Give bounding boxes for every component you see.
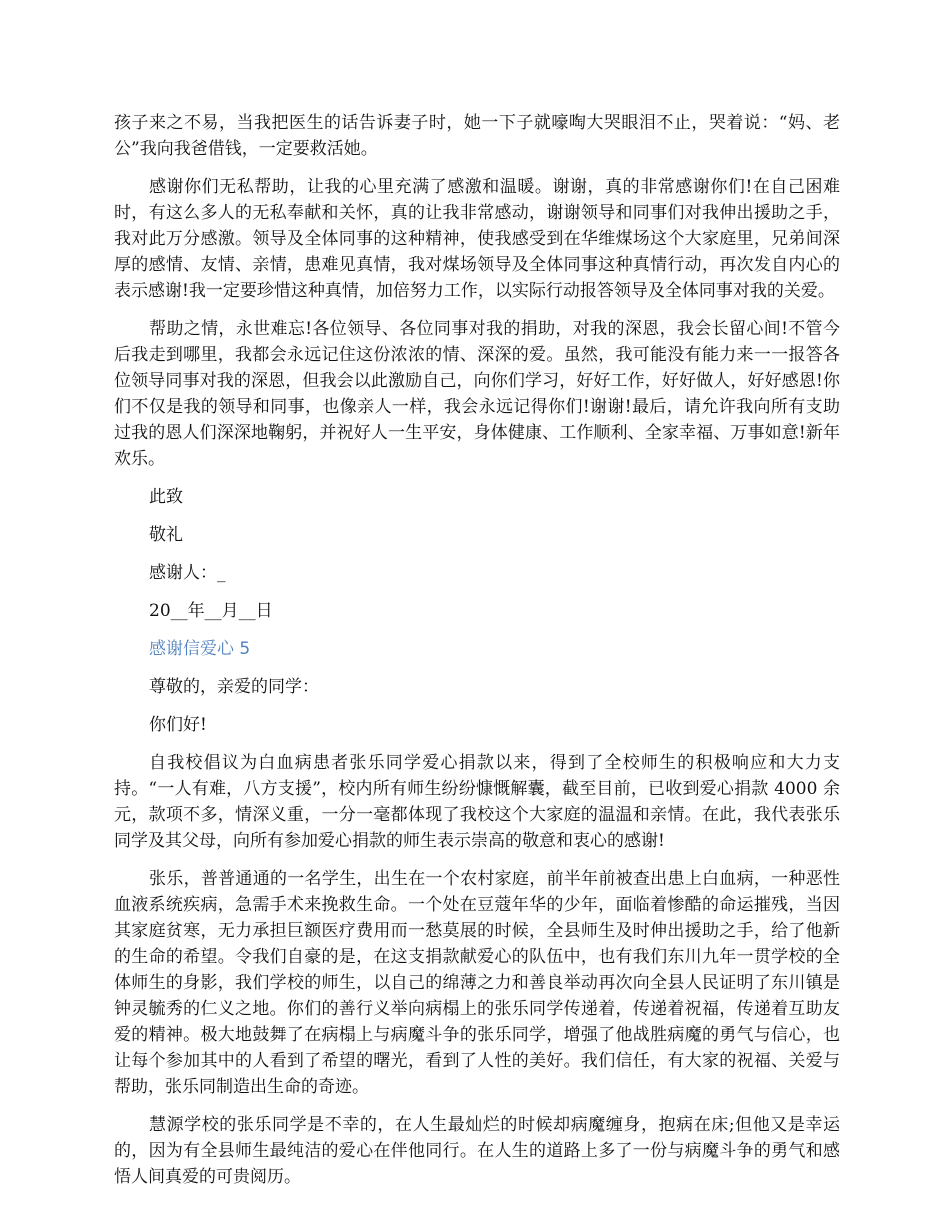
signer-line: 感谢人：_ — [149, 563, 226, 583]
document-page — [114, 110, 840, 1202]
paragraph-thanks: 感谢你们无私帮助，让我的心里充满了感激和温暖。谢谢，真的非常感谢你们!在自己困难时，有这么多人的无私奉献和关怀，真的让我非常感动，谢谢领导和同事们对我伸出援助之手，我对此万分感激。领导及全体同事的这种精神，使我感受到在华维煤场这个大家庭里，兄弟间深厚的感情、友情、亲情，患难见真情，我对煤场领导及全体同事这种真情行动，再次发自内心的表示感谢!我一定要珍惜这种真情，加倍努力工作，以实际行动报答领导及全体同事对我的关爱。 — [114, 177, 840, 301]
paragraph-hope: 慧源学校的张乐同学是不幸的，在人生最灿烂的时候却病魔缠身，抱病在床;但他又是幸运的，因为有全县师生最纯洁的爱心在伴他同行。在人生的道路上多了一份与病魔斗争的勇气和感悟人间真爱的可贵阅历。 — [114, 1115, 840, 1187]
date-line: 20__年__月__日 — [149, 601, 273, 621]
paragraph-continuation: 孩子来之不易，当我把医生的话告诉妻子时，她一下子就嚎啕大哭眼泪不止，哭着说：“妈、老公”我向我爸借钱，一定要救活她。 — [114, 113, 840, 159]
greeting: 你们好! — [149, 715, 207, 735]
section-heading: 感谢信爱心 5 — [149, 639, 251, 659]
paragraph-donation: 自我校倡议为白血病患者张乐同学爱心捐款以来，得到了全校师生的积极响应和大力支持。“一人有难，八方支援”，校内所有师生纷纷慷慨解囊，截至目前，已收到爱心捐款 4000 余元，款项不多，情深义重，一分一毫都体现了我校这个大家庭的温温和亲情。在此，我代表张乐同学及其父母，向所有参加爱心捐款的师生表示崇高的敬意和衷心的感谢! — [114, 753, 840, 851]
salutation: 尊敬的，亲爱的同学： — [149, 677, 319, 697]
paragraph-story: 张乐，普普通通的一名学生，出生在一个农村家庭，前半年前被查出患上白血病，一种恶性血液系统疾病，急需手术来挽救生命。一个处在豆蔻年华的少年，面临着惨酷的命运摧残，当因其家庭贫寒，无力承担巨额医疗费用而一愁莫展的时候，全县师生及时伸出援助之手，给了他新的生命的希望。令我们自豪的是，在这支捐款献爱心的队伍中，也有我们东川九年一贯学校的全体师生的身影，我们学校的师生，以自己的绵薄之力和善良举动再次向全县人民证明了东川镇是钟灵毓秀的仁义之地。你们的善行义举向病榻上的张乐同学传递着，传递着祝福，传递着互助友爱的精神。极大地鼓舞了在病榻上与病魔斗争的张乐同学，增强了他战胜病魔的勇气与信心，也让每个参加其中的人看到了希望的曙光，看到了人性的美好。我们信任，有大家的祝福、关爱与帮助，张乐同制造出生命的奇迹。 — [114, 869, 840, 1097]
paragraph-gratitude: 帮助之情，永世难忘!各位领导、各位同事对我的捐助，对我的深恩，我会长留心间!不管今后我走到哪里，我都会永远记住这份浓浓的情、深深的爱。虽然，我可能没有能力来一一报答各位领导同事对我的深恩，但我会以此激励自己，向你们学习，好好工作，好好做人，好好感恩!你们不仅是我的领导和同事，也像亲人一样，我会永远记得你们!谢谢!最后，请允许我向所有支助过我的恩人们深深地鞠躬，并祝好人一生平安，身体健康、工作顺利、全家幸福、万事如意!新年欢乐。 — [114, 319, 840, 469]
closing-line-1: 此致 — [149, 487, 183, 507]
closing-line-2: 敬礼 — [149, 525, 183, 545]
